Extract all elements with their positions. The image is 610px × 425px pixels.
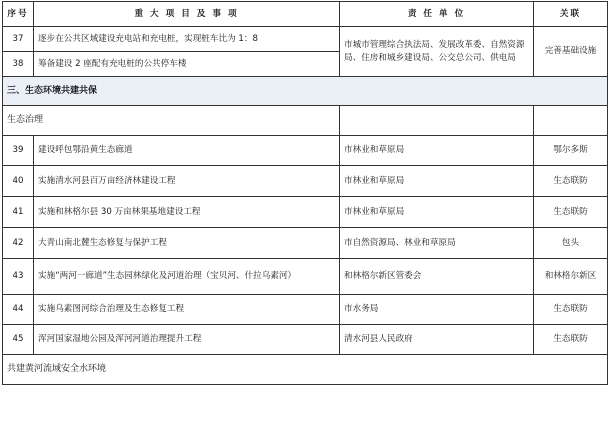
category-title: 生态治理 [3,106,340,136]
row-no: 43 [3,259,34,295]
header-item: 重 大 项 目 及 事 项 [34,2,340,27]
category-row [3,355,608,385]
header-unit: 责 任 单 位 [340,2,534,27]
row-related: 包头 [534,228,608,259]
row-unit: 清水河县人民政府 [340,325,534,355]
row-item: 实施和林格尔县 30 万亩林果基地建设工程 [34,197,340,228]
row-item: 建设呼包鄂沿黄生态廊道 [34,136,340,166]
row-no: 44 [3,295,34,325]
table-row [3,259,608,295]
table-row [3,27,608,52]
table-row [3,197,608,228]
table-row [3,295,608,325]
row-unit: 市水务局 [340,295,534,325]
row-related: 生态联防 [534,166,608,197]
row-unit: 市自然资源局、林业和草原局 [340,228,534,259]
row-related: 生态联防 [534,325,608,355]
section-row [3,77,608,106]
row-related: 完善基础设施 [534,27,608,77]
category-unit-empty [340,106,534,136]
row-unit: 市城市管理综合执法局、发展改革委、自然资源局、住房和城乡建设局、公交总公司、供电局 [340,27,534,77]
row-item: 实施“两河一廊道”生态园林绿化及河道治理（宝贝河、什拉乌素河） [34,259,340,295]
footer-category: 共建黄河流域安全水环境 [3,355,608,385]
header-related: 关联 [534,2,608,27]
table-row [3,325,608,355]
row-item: 浑河国家湿地公园及浑河河道治理提升工程 [34,325,340,355]
table-header-row [3,2,608,27]
row-related: 和林格尔新区 [534,259,608,295]
row-no: 37 [3,27,34,52]
row-related: 生态联防 [534,197,608,228]
row-unit: 市林业和草原局 [340,166,534,197]
row-related: 鄂尔多斯 [534,136,608,166]
table-row [3,166,608,197]
row-item: 逐步在公共区域建设充电站和充电桩，实现桩车比为 1：8 [34,27,340,52]
row-no: 45 [3,325,34,355]
row-unit: 和林格尔新区管委会 [340,259,534,295]
section-title: 三、生态环境共建共保 [3,77,608,106]
table-row [3,136,608,166]
row-no: 39 [3,136,34,166]
row-unit: 市林业和草原局 [340,197,534,228]
row-no: 42 [3,228,34,259]
row-item: 实施清水河县百万亩经济林建设工程 [34,166,340,197]
row-item: 筹备建设 2 座配有充电桩的公共停车楼 [34,52,340,77]
row-unit: 市林业和草原局 [340,136,534,166]
row-item: 实施乌素图河综合治理及生态修复工程 [34,295,340,325]
row-related: 生态联防 [534,295,608,325]
project-table [2,1,608,385]
category-related-empty [534,106,608,136]
row-no: 40 [3,166,34,197]
row-no: 41 [3,197,34,228]
row-no: 38 [3,52,34,77]
table-row [3,228,608,259]
row-item: 大青山南北麓生态修复与保护工程 [34,228,340,259]
header-no: 序号 [3,2,34,27]
category-row [3,106,608,136]
